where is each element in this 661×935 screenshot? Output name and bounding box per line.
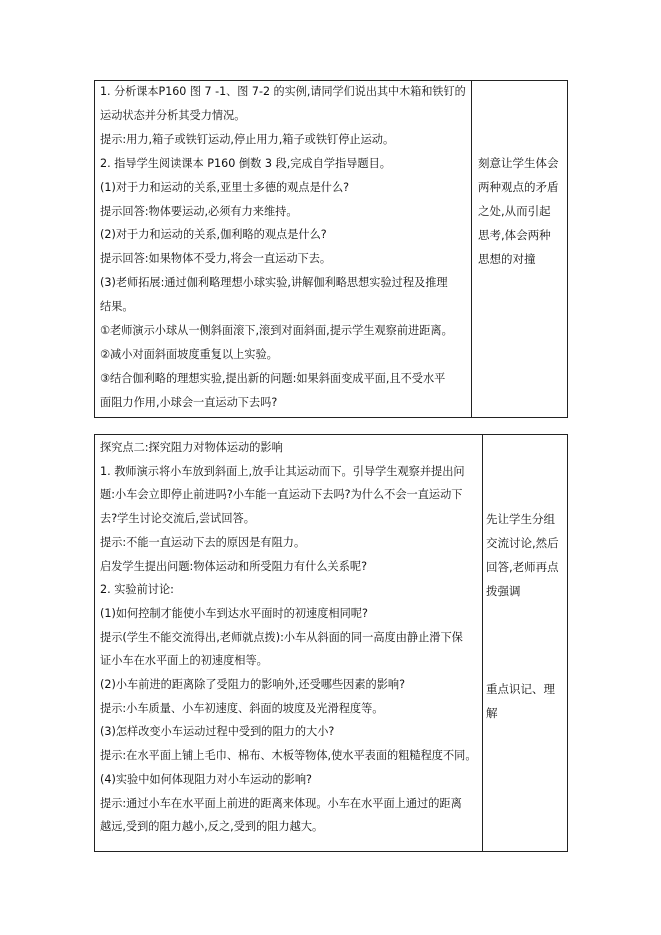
content-line: 越远,受到的阻力越小,反之,受到的阻力越大。 (100, 820, 324, 834)
content-line: 提示:在水平面上铺上毛巾、棉布、木板等物体,使水平表面的粗糙程度不同。 (100, 749, 477, 763)
content-line: (2)小车前进的距离除了受阻力的影响外,还受哪些因素的影响? (100, 678, 406, 691)
content-line: 1. 教师演示将小车放到斜面上,放手让其运动而下。引导学生观察并提出问 (100, 464, 465, 478)
content-line: 提示:不能一直运动下去的原因是有阻力。 (100, 535, 306, 549)
remark-line: 交流讨论,然后 (486, 536, 559, 550)
content-line: 运动状态并分析其受力情况。 (100, 108, 246, 122)
content-line: 1. 分析课本P160 图 7 -1、图 7-2 的实例,请同学们说出其中木箱和铁钉的 (100, 85, 466, 98)
content-line: 去?学生讨论交流后,尝试回答。 (100, 512, 255, 526)
content-line: 提示回答:物体要运动,必须有力来维持。 (100, 204, 298, 218)
content-line: (1)对于力和运动的关系,亚里士多德的观点是什么? (100, 180, 350, 194)
content-line: ③结合伽利略的理想实验,提出新的问题:如果斜面变成平面,且不受水平 (100, 371, 446, 385)
column-divider (482, 435, 483, 851)
remark-line: 先让学生分组 (486, 512, 555, 526)
content-line: 面阻力作用,小球会一直运动下去吗? (100, 395, 278, 409)
content-line: 结果。 (100, 300, 134, 314)
remark-line: 之处,从而引起 (478, 204, 551, 218)
remark-line: 两种观点的矛盾 (478, 180, 559, 194)
content-line: 启发学生提出问题:物体运动和所受阻力有什么关系呢? (100, 559, 368, 573)
content-line: ②减小对面斜面坡度重复以上实验。 (100, 347, 278, 361)
remark-line: 解 (486, 706, 498, 720)
column-divider (471, 81, 472, 417)
content-line: (3)老师拓展:通过伽利略理想小球实验,讲解伽利略思想实验过程及推理 (100, 276, 448, 290)
content-line: 证小车在水平面上的初速度相等。 (100, 654, 268, 668)
content-line: ①老师演示小球从一侧斜面滚下,滚到对面斜面,提示学生观察前进距离。 (100, 324, 453, 337)
remark-line: 回答,老师再点 (486, 560, 559, 574)
content-line: (4)实验中如何体现阻力对小车运动的影响? (100, 772, 312, 786)
remark-line: 重点识记、理 (486, 682, 555, 696)
content-line: 2. 实验前讨论: (100, 583, 174, 597)
remark-line: 思考,体会两种 (478, 228, 551, 242)
content-line: 提示回答:如果物体不受力,将会一直运动下去。 (100, 252, 332, 266)
content-line: 探究点二:探究阻力对物体运动的影响 (100, 441, 283, 454)
remark-line: 拨强调 (486, 584, 521, 598)
content-line: 提示:通过小车在水平面上前进的距离来体现。小车在水平面上通过的距离 (100, 796, 462, 810)
content-line: 2. 指导学生阅读课本 P160 倒数 3 段,完成自学指导题目。 (100, 156, 391, 170)
lesson-table-1 (94, 80, 568, 418)
content-line: (1)如何控制才能使小车到达水平面时的初速度相同呢? (100, 606, 368, 620)
remark-line: 刻意让学生体会 (478, 156, 559, 170)
content-line: (3)怎样改变小车运动过程中受到的阻力的大小? (100, 725, 335, 739)
content-line: 提示(学生不能交流得出,老师就点拨):小车从斜面的同一高度由静止滑下保 (100, 630, 463, 644)
content-line: 提示:小车质量、小车初速度、斜面的坡度及光滑程度等。 (100, 701, 384, 715)
content-line: (2)对于力和运动的关系,伽利略的观点是什么? (100, 228, 327, 242)
content-line: 题:小车会立即停止前进吗?小车能一直运动下去吗?为什么不会一直运动下 (100, 488, 463, 502)
content-line: 提示:用力,箱子或铁钉运动,停止用力,箱子或铁钉停止运动。 (100, 132, 395, 146)
remark-line: 思想的对撞 (478, 252, 536, 266)
